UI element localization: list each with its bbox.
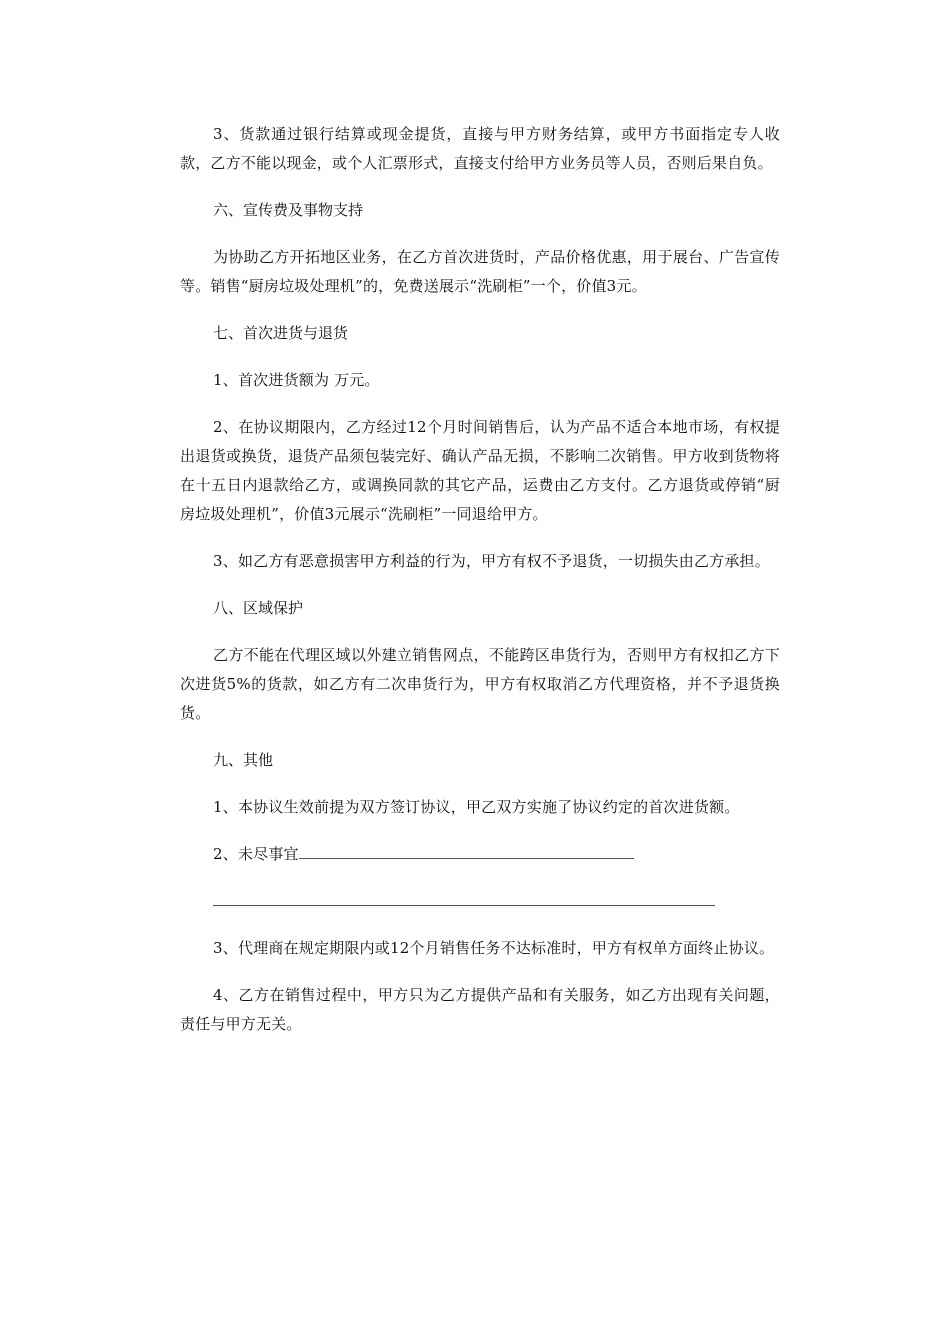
clause-effective-condition: 1、本协议生效前提为双方签订协议，甲乙双方实施了协议约定的首次进货额。 xyxy=(213,798,740,816)
clause-payment-settlement: 3、货款通过银行结算或现金提货，直接与甲方财务结算，或甲方书面指定专人收款，乙方不能以现金，或个人汇票形式，直接支付给甲方业务员等人员，否则后果自负。 xyxy=(180,125,780,172)
blank-fill-row xyxy=(180,887,780,916)
section-heading-first-order: 七、首次进货与退货 xyxy=(213,324,349,342)
document-body xyxy=(180,120,780,1057)
clause-return-exchange: 2、在协议期限内，乙方经过12个月时间销售后，认为产品不适合本地市场，有权提出退货或换货，退货产品须包装完好、确认产品无损，不影响二次销售。甲方收到货物将在十五日内退款给乙方，或调换同款的其它产品，运费由乙方支付。乙方退货或停销“厨房垃圾处理机”，价值3元展示“洗刷柜”一同退给甲方。 xyxy=(180,418,780,523)
clause-malicious-damage: 3、如乙方有恶意损害甲方利益的行为，甲方有权不予退货，一切损失由乙方承担。 xyxy=(213,552,770,570)
section-heading-promotion: 六、宣传费及事物支持 xyxy=(213,201,364,219)
unresolved-matters-label: 2、未尽事宜 xyxy=(213,845,299,863)
clause-unresolved-matters xyxy=(180,840,780,869)
section-heading-other: 九、其他 xyxy=(213,751,274,769)
clause-liability: 4、乙方在销售过程中，甲方只为乙方提供产品和有关服务，如乙方出现有关问题，责任与甲方无关。 xyxy=(180,986,780,1033)
clause-sales-target: 3、代理商在规定期限内或12个月销售任务不达标准时，甲方有权单方面终止协议。 xyxy=(213,939,775,957)
blank-fill-line-2 xyxy=(213,887,715,906)
clause-first-order-amount: 1、首次进货额为 万元。 xyxy=(213,371,380,389)
clause-promotion-support: 为协助乙方开拓地区业务，在乙方首次进货时，产品价格优惠，用于展台、广告宣传等。销售“厨房垃圾处理机”的，免费送展示“洗刷柜”一个，价值3元。 xyxy=(180,248,780,295)
clause-territory-protection: 乙方不能在代理区域以外建立销售网点，不能跨区串货行为，否则甲方有权扣乙方下次进货5%的货款，如乙方有二次串货行为，甲方有权取消乙方代理资格，并不予退货换货。 xyxy=(180,646,780,722)
section-heading-territory: 八、区域保护 xyxy=(213,599,304,617)
blank-fill-line xyxy=(299,840,634,859)
